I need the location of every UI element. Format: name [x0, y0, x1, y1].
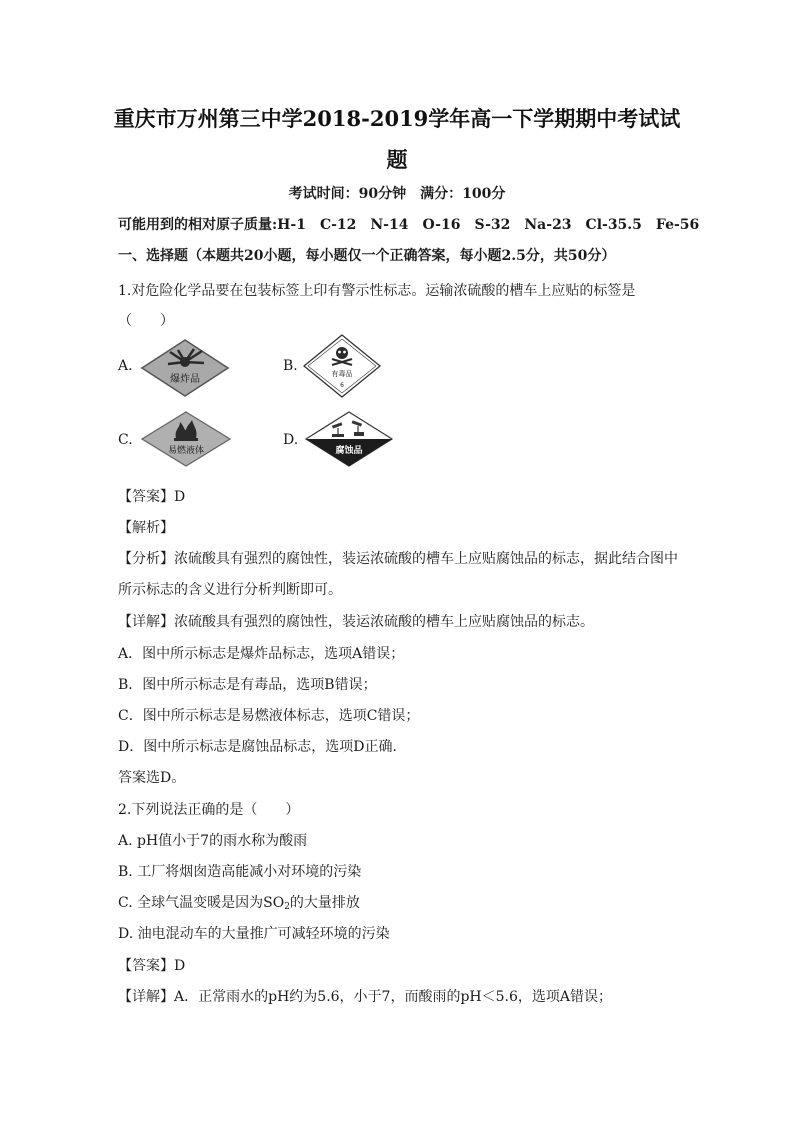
toxic-sign-icon: [302, 333, 382, 399]
question-2-option-b: B. 工厂将烟囱造高能减小对环境的污染: [118, 864, 362, 880]
atomic-mass-line: 可能用到的相对原子质量:H-1 C-12 N-14 O-16 S-32 Na-23 Cl-35.5 Fe-56: [118, 217, 700, 233]
corrosive-sign-icon: [304, 410, 394, 468]
question-2-detail: 【详解】A．正常雨水的pH约为5.6，小于7，而酸雨的pH＜5.6，选项A错误；: [118, 989, 612, 1005]
option-a-label: A.: [118, 358, 133, 374]
question-1-stem: 1.对危险化学品要在包装标签上印有警示性标志。运输浓硫酸的槽车上应贴的标签是: [118, 283, 636, 299]
question-2-option-c: [118, 893, 678, 917]
exam-info: 考试时间：90分钟 满分：100分: [288, 186, 506, 202]
question-2-option-d: D. 油电混动车的大量推广可减轻环境的污染: [118, 926, 390, 942]
option-c-text-after: 的大量排放: [289, 895, 360, 911]
page-title-line1: 重庆市万州第三中学2018-2019学年高一下学期期中考试试: [113, 106, 681, 131]
subscript-2: 2: [284, 902, 290, 912]
toxic-sign-text: 有毒品: [331, 370, 353, 378]
corrosive-sign-text: 腐蚀品: [335, 446, 363, 456]
question-1-conclusion: 答案选D。: [118, 770, 186, 786]
explosive-sign-icon: [140, 338, 230, 398]
option-d-label: D.: [283, 432, 299, 448]
explosive-sign-text: 爆炸品: [170, 374, 200, 385]
question-1-detail: 【详解】浓硫酸具有强烈的腐蚀性，装运浓硫酸的槽车上应贴腐蚀品的标志。: [118, 614, 594, 630]
explain-item-d: D．图中所示标志是腐蚀品标志，选项D正确．: [118, 739, 407, 755]
option-c-text-before: C. 全球气温变暖是因为SO: [118, 895, 285, 911]
question-2-answer: 【答案】D: [118, 958, 186, 974]
option-c-label: C.: [118, 432, 133, 448]
explain-item-b: B．图中所示标志是有毒品，选项B错误；: [118, 677, 377, 693]
question-1-analysis-line2: 所示标志的含义进行分析判断即可。: [118, 582, 342, 598]
question-2-stem: 2.下列说法正确的是（ ）: [118, 802, 300, 818]
explain-item-a: A．图中所示标志是爆炸品标志，选项A错误；: [118, 646, 405, 662]
flammable-sign-text: 易燃液体: [167, 446, 205, 456]
question-1-paren: （ ）: [118, 313, 174, 329]
question-1-analysis-title: 【解析】: [118, 520, 174, 536]
question-1-analysis-line1: 【分析】浓硫酸具有强烈的腐蚀性，装运浓硫酸的槽车上应贴腐蚀品的标志，据此结合图中: [118, 551, 678, 567]
toxic-sign-number: 6: [340, 382, 344, 389]
question-2-option-a: A. pH值小于7的雨水称为酸雨: [118, 833, 308, 849]
explain-item-c: C．图中所示标志是易燃液体标志，选项C错误；: [118, 708, 420, 724]
page-title-line2: 题: [386, 147, 408, 172]
flammable-liquid-sign-icon: [140, 410, 232, 468]
question-1-answer: 【答案】D: [118, 489, 186, 505]
section-heading: 一、选择题（本题共20小题，每小题仅一个正确答案，每小题2.5分，共50分）: [118, 248, 616, 264]
option-b-label: B.: [283, 358, 298, 374]
